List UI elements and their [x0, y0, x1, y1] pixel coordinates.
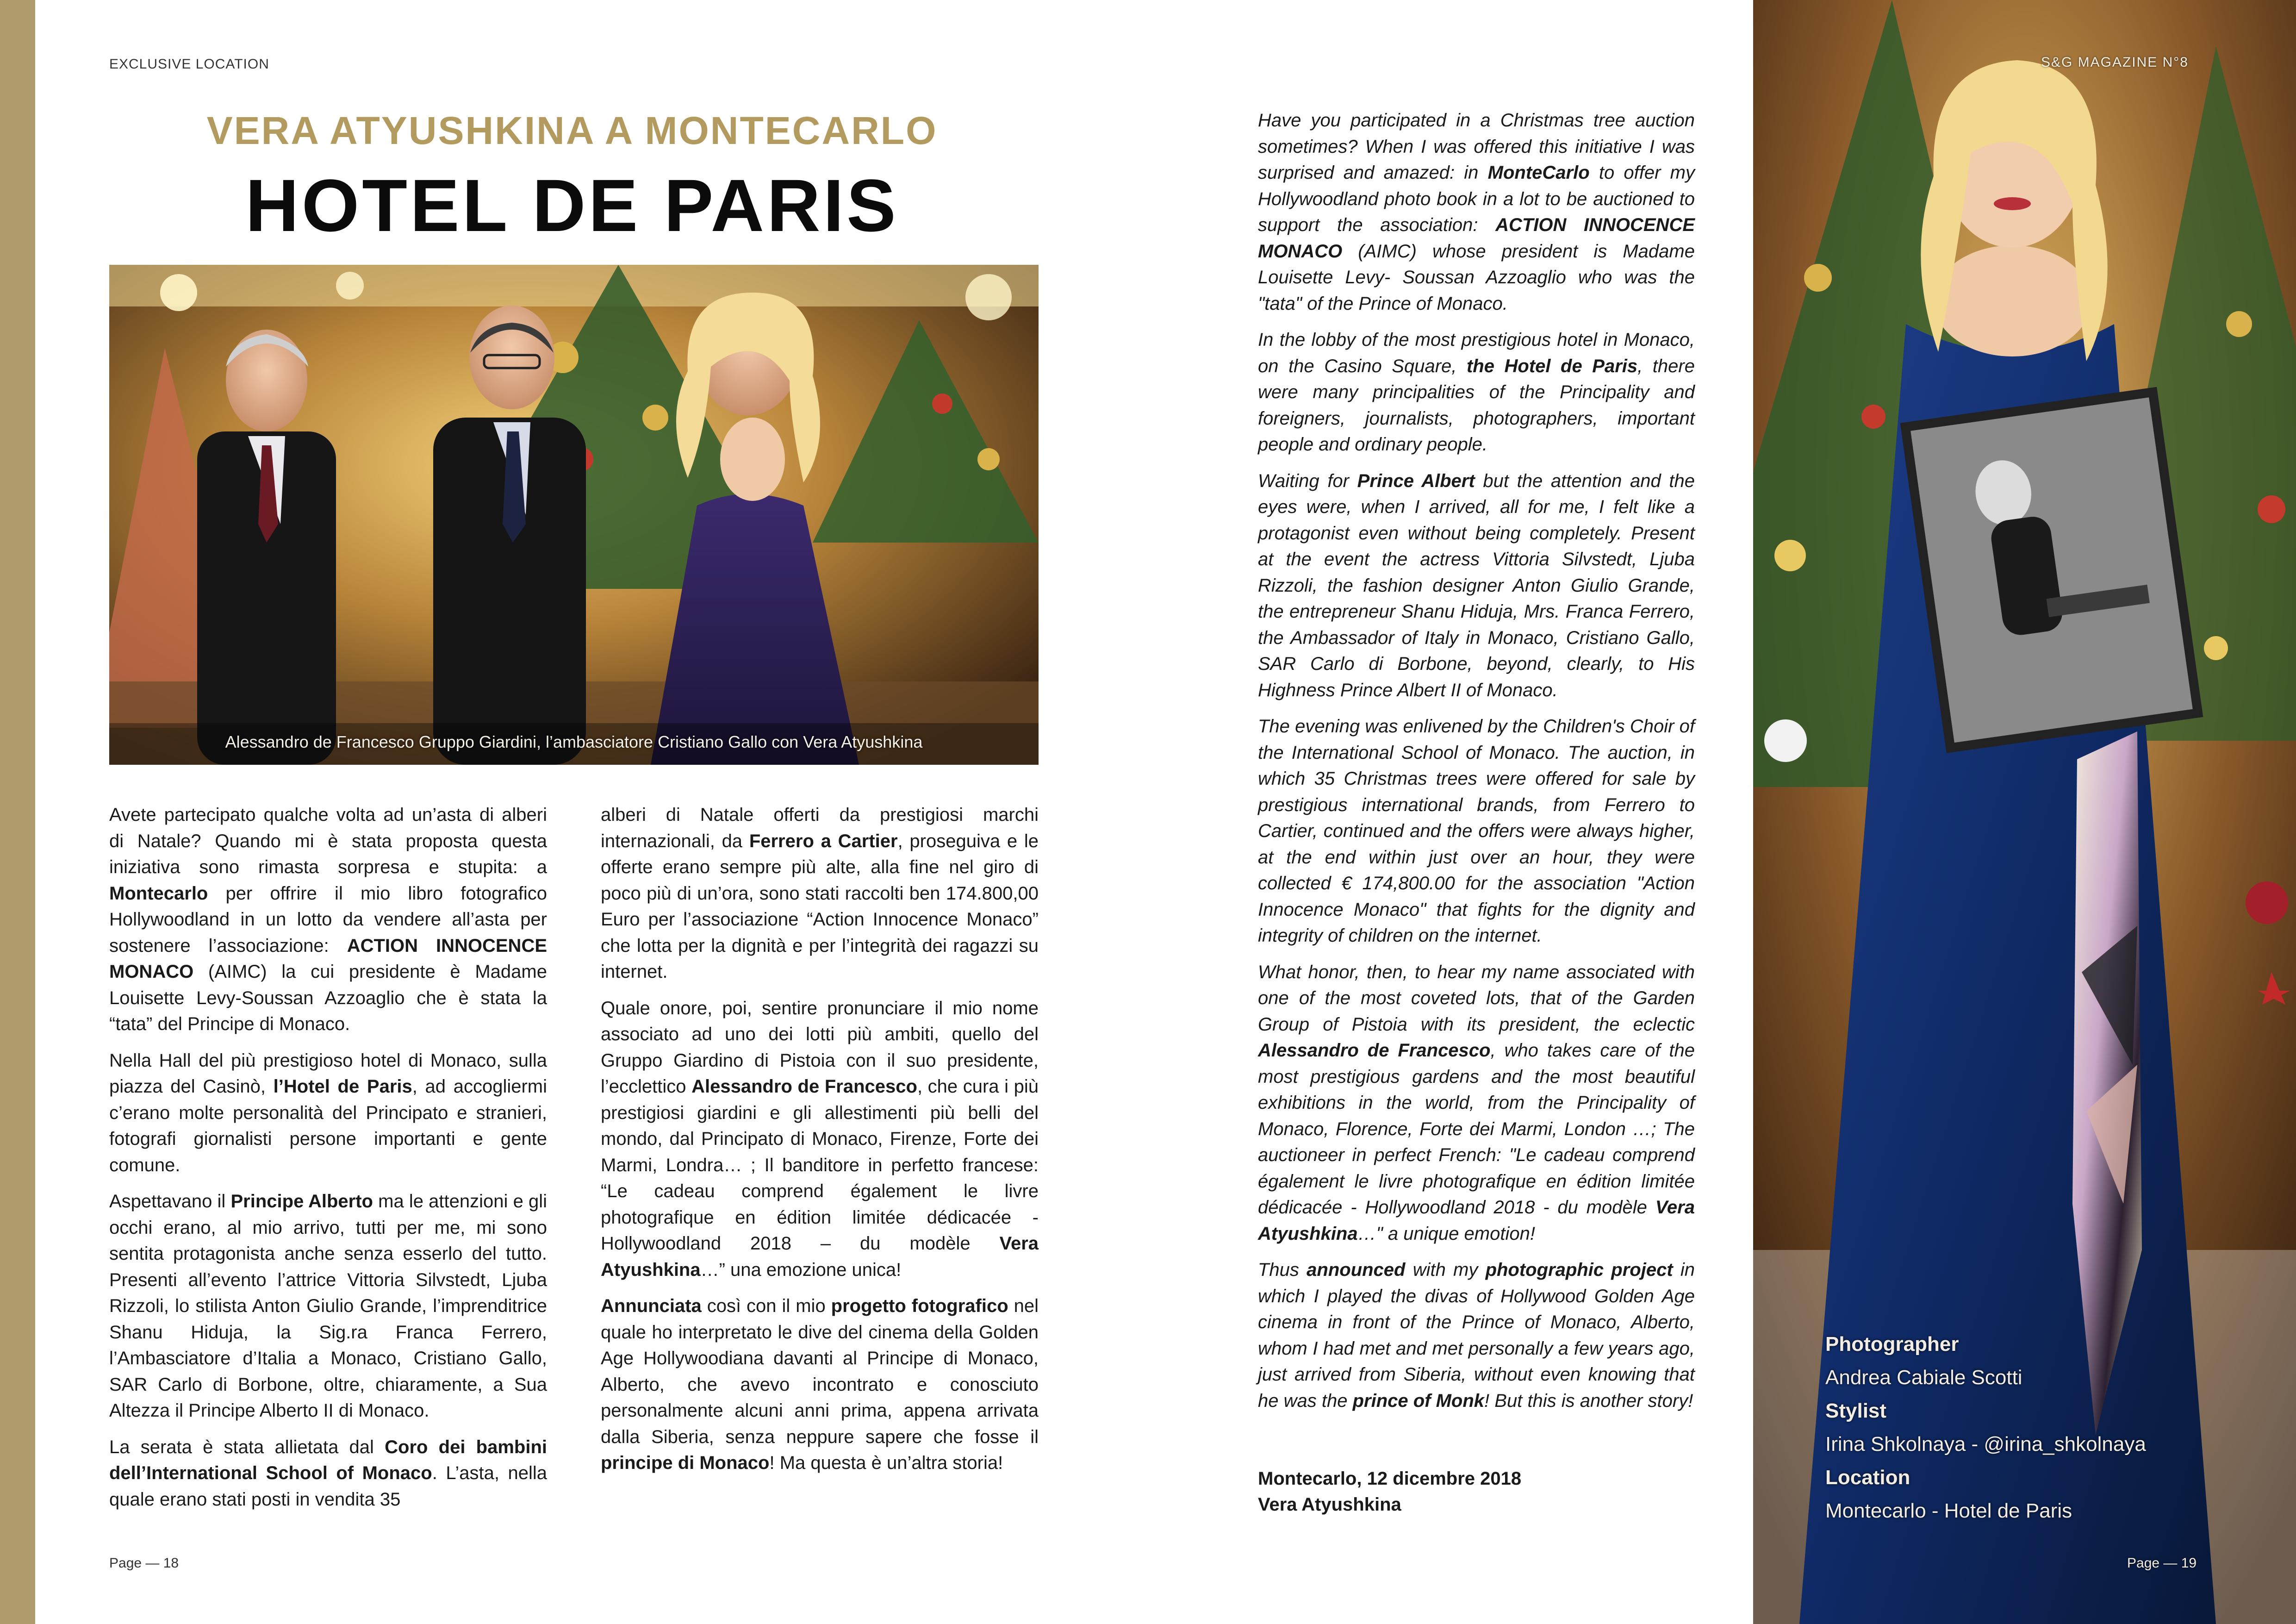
paragraph: Annunciata così con il mio progetto fotografico nel quale ho interpretato le dive del cinema della Golden Age Hollywoodiana davanti al Principe di Monaco, Alberto, che avevo incontrato e conosciuto personalmente alcuni anni prima, appena arrivata dalla Siberia, senza neppure sapere che fosse il principe di Monaco! Ma questa è un’altra storia! — [601, 1296, 1039, 1473]
paragraph: Avete partecipato qualche volta ad un’asta di alberi di Natale? Quando mi è stata proposta questa iniziativa sono rimasta sorpresa e stupita: a Montecarlo per offrire il mio libro fotografico Hollywoodland in un lotto da vendere all’asta per sostenere l’associazione: ACTION INNOCENCE MONACO (AIMC) la cui presidente è Madame Louisette Levy-Soussan Azzoaglio che è stata la “tata” del Principe di Monaco. — [109, 805, 548, 1034]
paragraph: alberi di Natale offerti da prestigiosi marchi internazionali, da Ferrero a Cartier, proseguiva e le offerte erano sempre più alte, alla fine nel giro di poco più di un’ora, sono stati raccolti ben 174.800,00 Euro per l’associazione “Action Innocence Monaco” che lotta per la dignità e per l’integrità dei ragazzi su internet. — [601, 805, 1039, 982]
paragraph: Waiting for Prince Albert but the attention and the eyes were, when I arrived, all for me, I felt like a protagonist even without being completely. Present at the event the actress Vittoria Silvstedt, Ljuba Rizzoli, the fashion designer Anton Giulio Grande, the entrepreneur Shanu Hiduja, Mrs. Franca Ferrero, the Ambassador of Italy in Monaco, Cristiano Gallo, SAR Carlo di Borbone, beyond, clearly, to His Highness Prince Albert II of Monaco. — [1258, 470, 1695, 700]
page-number-left: Page — 18 — [109, 1555, 179, 1571]
paragraph: Nella Hall del più prestigioso hotel di Monaco, sulla piazza del Casinò, l’Hotel de Paris, ad accogliermi c’erano molte personalità del Principato e stranieri, fotografi giornalisti persone importanti e gente comune. — [109, 1050, 548, 1175]
article-column-english — [1258, 107, 1695, 1424]
paragraph: Have you participated in a Christmas tree auction sometimes? When I was offered this initiative I was surprised and amazed: in MonteCarlo to offer my Hollywoodland photo book in a lot to be auctioned to support the association: ACTION INNOCENCE MONACO (AIMC) whose president is Madame Louisette Levy- Soussan Azzoaglio who was the "tata" of the Prince of Monaco. — [1258, 110, 1695, 314]
paragraph: La serata è stata allietata dal Coro dei bambini dell’International School of Monaco. L’asta, nella quale erano stati posti in vendita 35 — [109, 1437, 547, 1510]
paragraph: The evening was enlivened by the Children's Choir of the International School of Monaco. The auction, in which 35 Christmas trees were offered for sale by prestigious international brands, from Ferrero to Cartier, continued and the offers were always higher, at the end within just over an hour, they were collected € 174,800.00 for the association "Action Innocence Monaco" that fights for the dignity and integrity of children on the internet. — [1258, 716, 1695, 946]
group-photo-illustration — [109, 265, 1039, 765]
photo-credits — [1825, 1328, 2146, 1528]
article-column-2 — [601, 802, 1039, 1487]
article-kicker: VERA ATYUSHKINA A MONTECARLO — [206, 109, 938, 152]
credit-location: Montecarlo - Hotel de Paris — [1825, 1499, 2072, 1522]
group-photo — [109, 265, 1039, 765]
signature-block — [1258, 1466, 1521, 1518]
paragraph: What honor, then, to hear my name associated with one of the most coveted lots, that of the Garden Group of Pistoia with its president, the eclectic Alessandro de Francesco, who takes care of the most prestigious gardens and the most beautiful exhibitions in the world, from the Principality of Monaco, Florence, Forte dei Marmi, London …; The auctioneer in perfect French: "Le cadeau comprend également le livre photografique en édition limitée dédicacée - Hollywoodland 2018 - du modèle Vera Atyushkina…" a unique emotion! — [1258, 962, 1695, 1244]
paragraph: Aspettavano il Principe Alberto ma le attenzioni e gli occhi erano, al mio arrivo, tutti per me, mi sono sentita protagonista anche senza esserlo del tutto. Presenti all’evento l’attrice Vittoria Silvstedt, Ljuba Rizzoli, lo stilista Anton Giulio Grande, l’imprenditrice Shanu Hiduja, la Sig.ra Franca Ferrero, l’Ambasciatore d’Italia a Monaco, Cristiano Gallo, SAR Carlo di Borbone, oltre, chiaramente, a Sua Altezza il Principe Alberto II di Monaco. — [109, 1191, 547, 1421]
page-number-right: Page — 19 — [2127, 1555, 2197, 1571]
credit-photographer: Andrea Cabiale Scotti — [1825, 1366, 2022, 1389]
article-column-1 — [109, 802, 547, 1523]
credit-label-location: Location — [1825, 1466, 1910, 1489]
magazine-issue-label: S&G MAGAZINE N°8 — [2041, 55, 2189, 70]
credit-stylist: Irina Shkolnaya - @irina_shkolnaya — [1825, 1433, 2146, 1455]
signature-place-date: Montecarlo, 12 dicembre 2018 — [1258, 1468, 1522, 1489]
page-edge-gold-bar — [0, 0, 35, 1624]
section-label: EXCLUSIVE LOCATION — [109, 56, 269, 72]
article-title: HOTEL DE PARIS — [245, 164, 899, 247]
credit-label-stylist: Stylist — [1825, 1399, 1887, 1422]
paragraph: Thus announced with my photographic project in which I played the divas of Hollywood Golden Age cinema in front of the Prince of Monaco, Alberto, whom I had met and met personally a few years ago, just arrived from Siberia, without even knowing that he was the prince of Monk! But this is another story! — [1258, 1260, 1695, 1411]
paragraph: In the lobby of the most prestigious hotel in Monaco, on the Casino Square, the Hotel de Paris, there were many principalities of the Principality and foreigners, journalists, photographers, important people and ordinary people. — [1258, 330, 1695, 455]
photo-caption: Alessandro de Francesco Gruppo Giardini, l’ambasciatore Cristiano Gallo con Vera Atyushkina — [225, 732, 923, 751]
signature-name: Vera Atyushkina — [1258, 1494, 1401, 1515]
credit-label-photographer: Photographer — [1825, 1333, 1959, 1355]
paragraph: Quale onore, poi, sentire pronunciare il mio nome associato ad uno dei lotti più ambiti, quello del Gruppo Giardino di Pistoia con il suo presidente, l’ecclettico Alessandro de Francesco, che cura i più prestigiosi giardini e gli allestimenti più belli del mondo, dal Principato di Monaco, Firenze, Forte dei Marmi, Londra… ; Il banditore in perfetto francese: “Le cadeau comprend également le livre photografique en édition limitée dédicacée - Hollywoodland 2018 – du modèle Vera Atyushkina…” una emozione unica! — [601, 998, 1039, 1280]
